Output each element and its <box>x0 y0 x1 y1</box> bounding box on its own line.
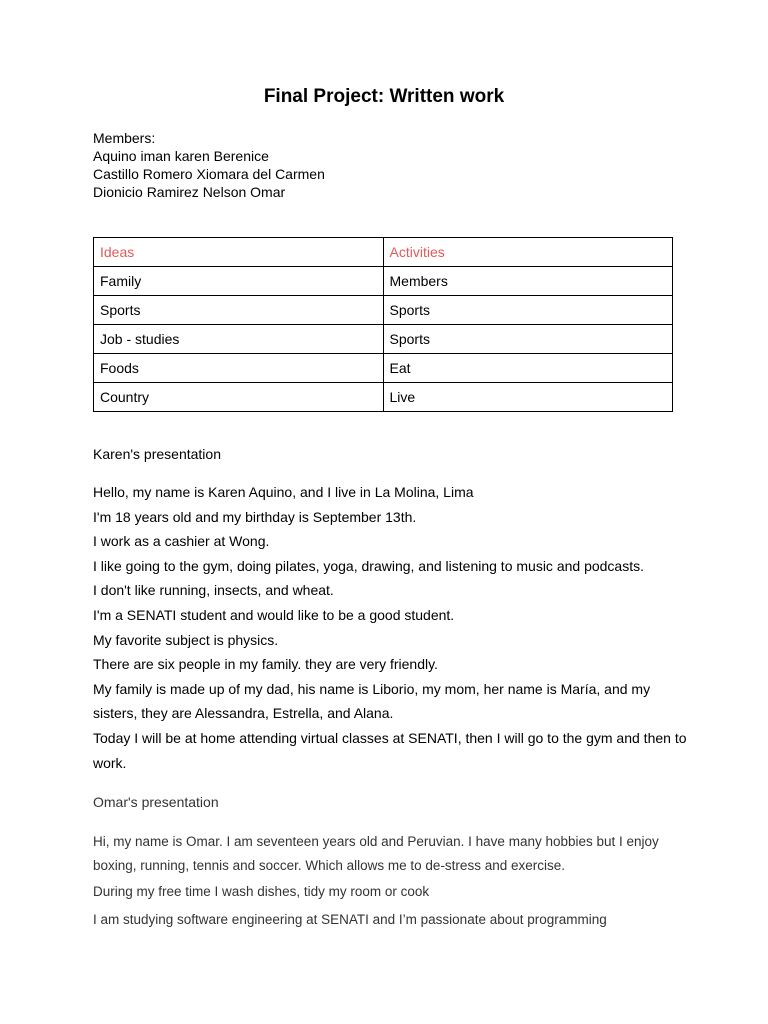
paragraph-line: Hello, my name is Karen Aquino, and I live in La Molina, Lima <box>93 484 474 500</box>
table-header-row <box>94 238 673 267</box>
table-cell: Family <box>94 267 384 296</box>
table-row <box>94 383 673 412</box>
member-name: Dionicio Ramirez Nelson Omar <box>93 184 286 200</box>
paragraph-line: I work as a cashier at Wong. <box>93 533 270 550</box>
table-row <box>94 296 673 325</box>
omar-paragraph: I am studying software engineering at SENATI and I’m passionate about programming <box>93 912 607 927</box>
table-cell: Eat <box>383 354 673 383</box>
table-cell: Job - studies <box>94 325 384 354</box>
paragraph-line: I like going to the gym, doing pilates, yoga, drawing, and listening to music and podcasts. <box>93 557 644 574</box>
table-cell: Foods <box>94 354 384 383</box>
table-cell: Country <box>94 383 384 412</box>
document-title: Final Project: Written work <box>263 86 505 107</box>
table-row <box>94 354 673 383</box>
omar-paragraph: Hi, my name is Omar. I am seventeen years old and Peruvian. I have many hobbies but I enjoy boxing, running, tennis and soccer. Which allows me to de-stress and exercise. <box>93 834 659 873</box>
paragraph-line: My favorite subject is physics. <box>93 631 279 648</box>
members-label: Members: <box>93 130 156 146</box>
table-cell: Sports <box>383 325 673 354</box>
karen-presentation-body <box>93 480 693 775</box>
ideas-activities-table <box>93 237 673 412</box>
omar-presentation-heading: Omar's presentation <box>93 794 219 810</box>
paragraph-line: Today I will be at home attending virtual classes at SENATI, then I will go to the gym and then to work. <box>93 729 687 771</box>
omar-paragraph: During my free time I wash dishes, tidy my room or cook <box>93 884 430 899</box>
member-name: Aquino iman karen Berenice <box>93 148 269 164</box>
activities-header: Activities <box>383 238 673 267</box>
paragraph-line: I don't like running, insects, and wheat. <box>93 582 334 599</box>
paragraph-line: I'm 18 years old and my birthday is September 13th. <box>93 508 417 525</box>
members-block <box>93 129 325 201</box>
table-cell: Live <box>383 383 673 412</box>
table-cell: Sports <box>94 296 384 325</box>
table-row <box>94 325 673 354</box>
paragraph-line: There are six people in my family. they are very friendly. <box>93 656 438 673</box>
table-cell: Members <box>383 267 673 296</box>
member-name: Castillo Romero Xiomara del Carmen <box>93 166 325 182</box>
paragraph-line: I'm a SENATI student and would like to be a good student. <box>93 606 455 623</box>
ideas-header: Ideas <box>94 238 384 267</box>
table-row <box>94 267 673 296</box>
table-cell: Sports <box>383 296 673 325</box>
karen-presentation-heading: Karen's presentation <box>93 446 221 462</box>
paragraph-line: My family is made up of my dad, his name is Liborio, my mom, her name is María, and my sisters, they are Alessandra, Estrella, and Alana. <box>93 680 651 722</box>
